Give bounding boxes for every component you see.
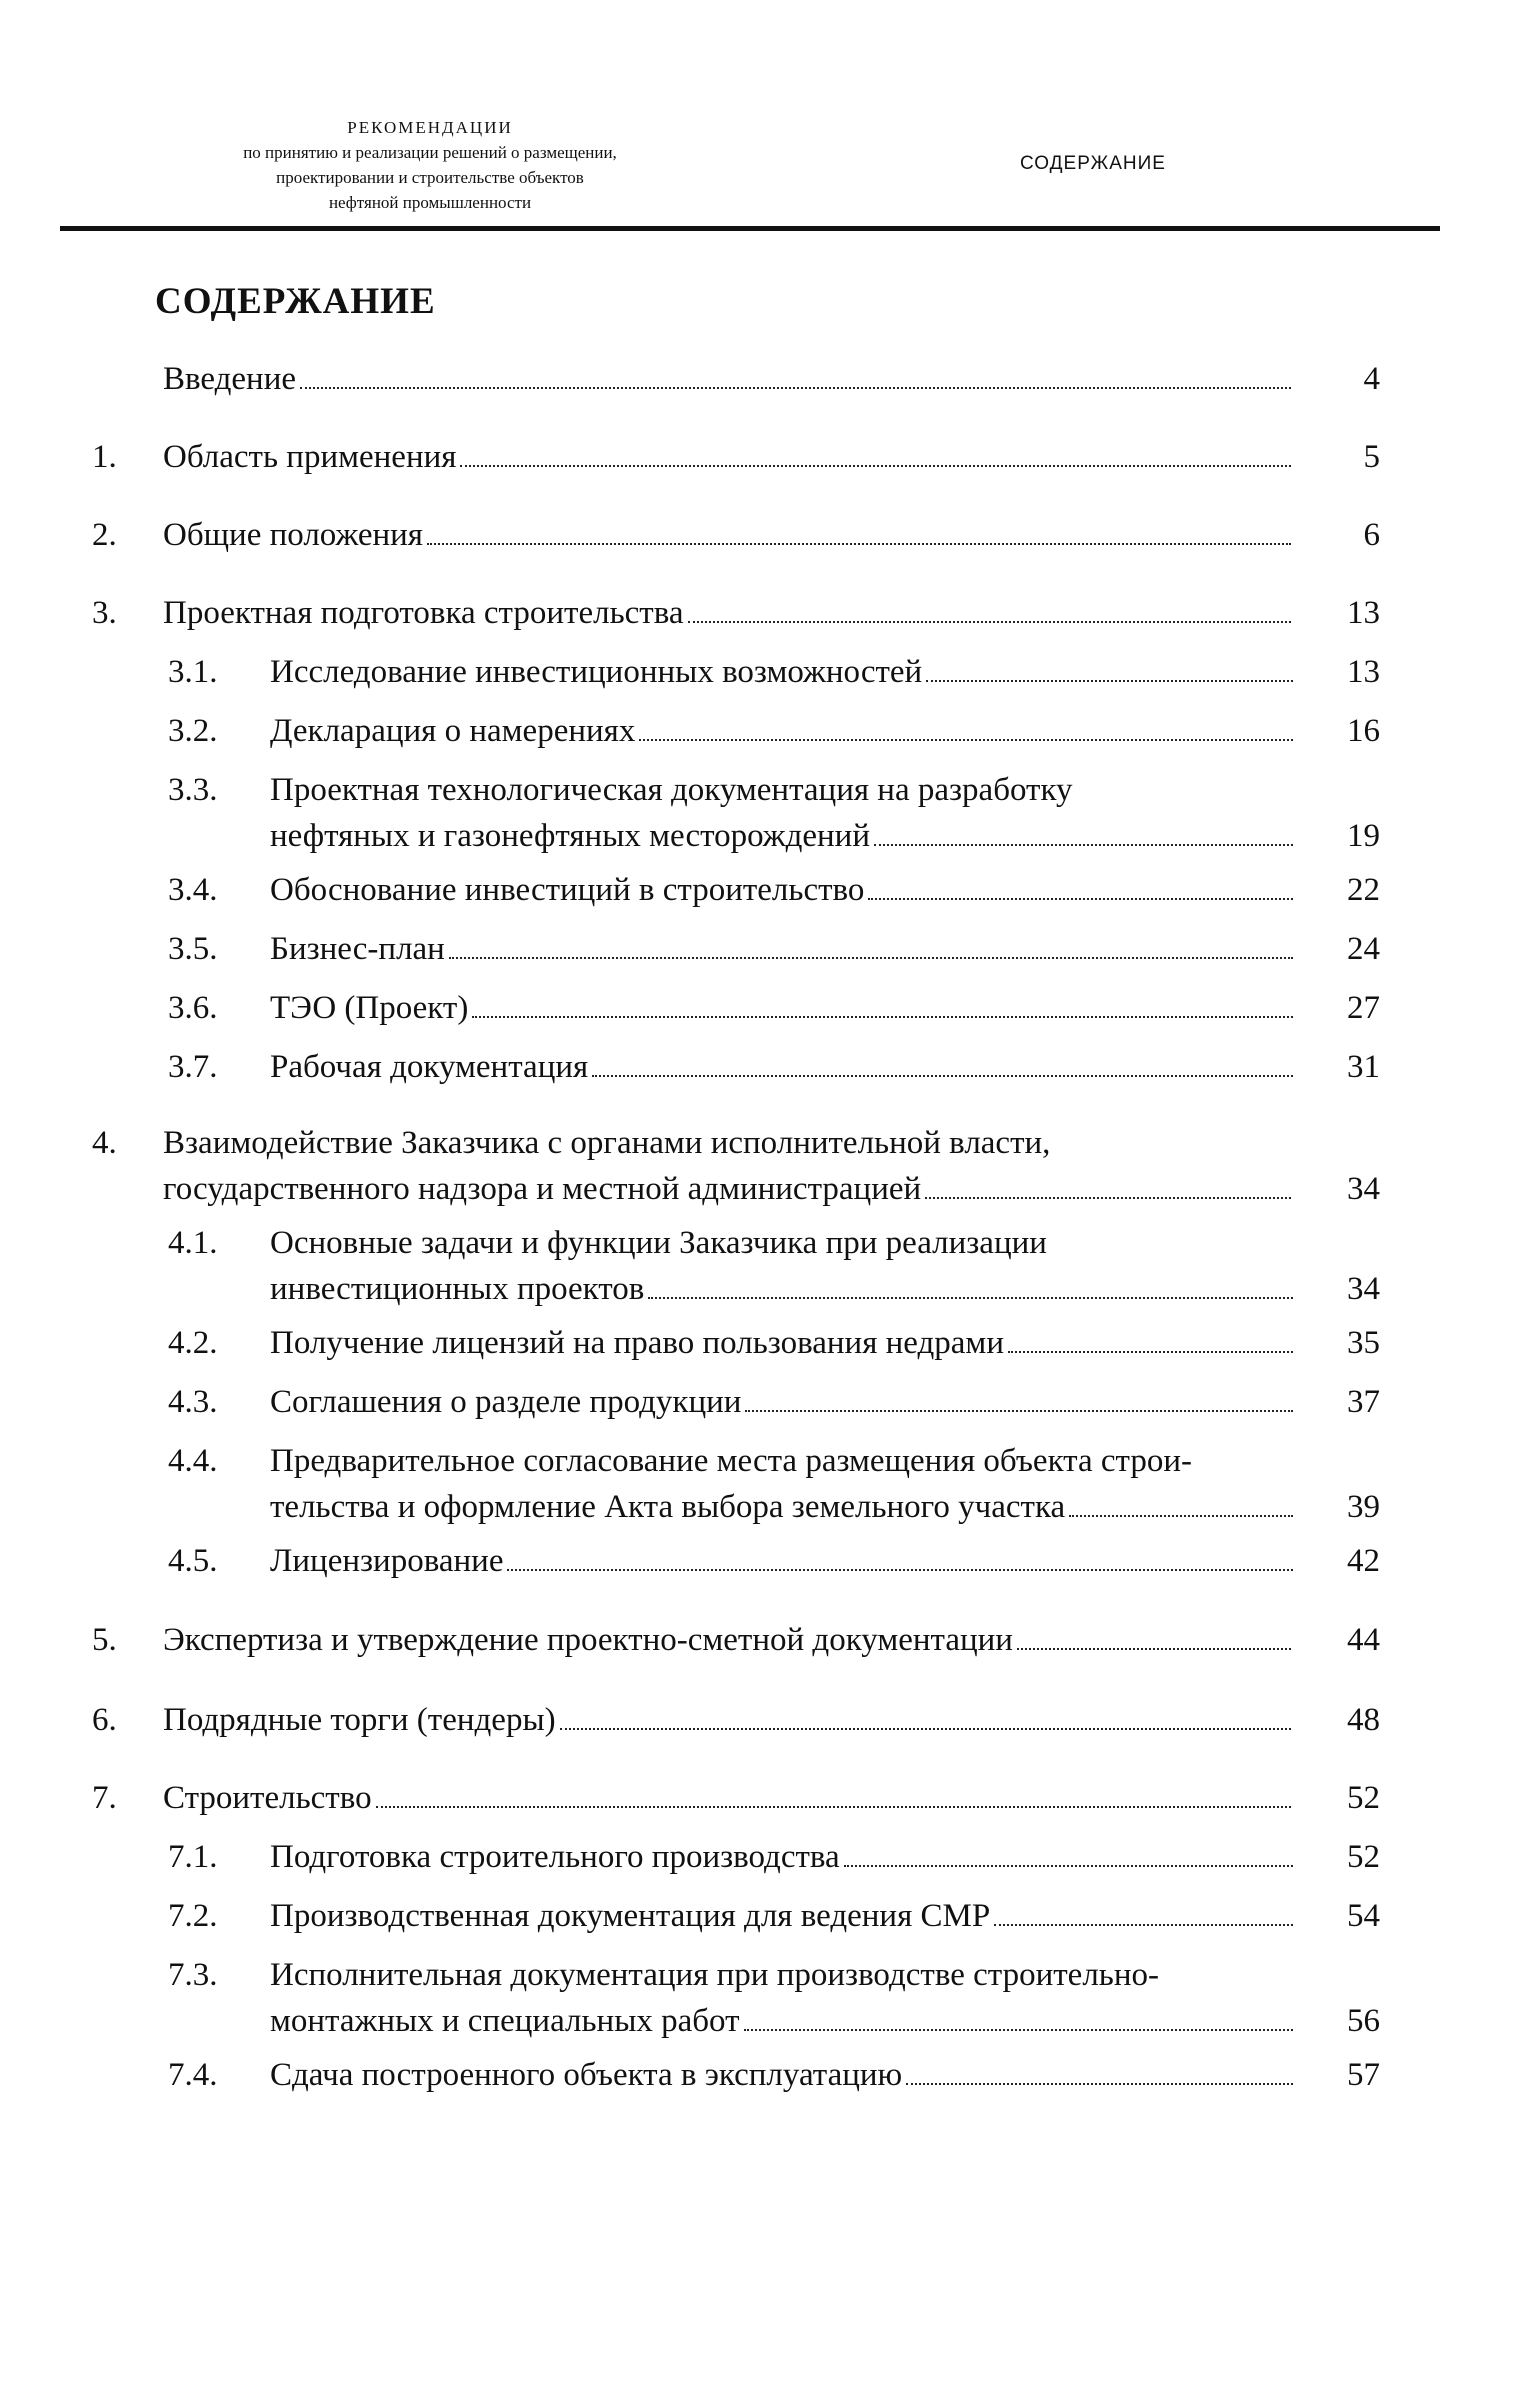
toc-entry-page-number: 34 (1347, 1171, 1380, 1207)
toc-entry-text (270, 708, 1295, 754)
header-section-name: СОДЕРЖАНИЕ (1020, 153, 1166, 174)
toc-entry-number: 5. (92, 1622, 117, 1658)
toc-leader-dots (592, 1075, 1293, 1077)
toc-entry-text (270, 1320, 1295, 1366)
toc-entry-text (270, 985, 1295, 1031)
toc-entry-number: 3. (92, 595, 117, 631)
toc-entry-page-number: 37 (1347, 1384, 1380, 1420)
toc-entry-number: 7.2. (168, 1898, 218, 1934)
toc-entry-line (270, 1538, 1295, 1584)
toc-entry-number: 4.4. (168, 1443, 218, 1479)
toc-entry-number: 3.5. (168, 931, 218, 967)
header-title-line: по принятию и реализации решений о размещении, (243, 143, 617, 162)
toc-entry-line (163, 1166, 1293, 1212)
toc-entry-text (163, 512, 1293, 558)
toc-entry-page-number: 13 (1347, 654, 1380, 690)
toc-entry-text (163, 356, 1293, 402)
toc-entry-text (270, 1438, 1295, 1530)
toc-entry-line (270, 2052, 1295, 2098)
toc-entry-text (270, 1834, 1295, 1880)
toc-leader-dots (744, 2029, 1293, 2031)
toc-leader-dots (688, 621, 1292, 623)
toc-entry-text (270, 649, 1295, 695)
toc-entry-line (270, 708, 1295, 754)
toc-entry-text (270, 767, 1295, 859)
toc-entry-line-text: Рабочая документация (270, 1049, 589, 1085)
toc-entry-page-number: 35 (1347, 1325, 1380, 1361)
toc-entry-text (270, 1220, 1295, 1312)
toc-leader-dots (1017, 1648, 1291, 1650)
toc-entry-line (270, 813, 1295, 859)
toc-entry-line: Предварительное согласование места размещения объекта строи- (270, 1443, 1193, 1479)
toc-entry-page-number: 57 (1347, 2057, 1380, 2093)
toc-entry-line (163, 356, 1293, 402)
toc-title: СОДЕРЖАНИЕ (155, 281, 436, 322)
toc-leader-dots (639, 739, 1293, 741)
header-title-line: проектировании и строительстве объектов (276, 168, 584, 187)
toc-entry-text (163, 1120, 1293, 1212)
toc-entry-page-number: 52 (1347, 1839, 1380, 1875)
toc-entry-text (270, 1538, 1295, 1584)
toc-entry-page-number: 13 (1347, 595, 1380, 631)
toc-entry-line-text: Строительство (163, 1780, 372, 1816)
toc-entry-number: 4.2. (168, 1325, 218, 1361)
toc-entry-line: Взаимодействие Заказчика с органами исполнительной власти, (163, 1125, 1051, 1161)
toc-entry-text (270, 2052, 1295, 2098)
toc-entry-line (270, 1893, 1295, 1939)
toc-leader-dots (925, 1197, 1291, 1199)
toc-entry-line (270, 926, 1295, 972)
toc-entry-page-number: 39 (1347, 1489, 1380, 1525)
toc-entry-page-number: 42 (1347, 1543, 1380, 1579)
toc-entry-text (270, 1379, 1295, 1425)
toc-entry-page-number: 56 (1347, 2003, 1380, 2039)
toc-entry-page-number: 27 (1347, 990, 1380, 1026)
toc-entry-page-number: 48 (1347, 1702, 1380, 1738)
toc-leader-dots (648, 1297, 1293, 1299)
toc-entry-text (163, 434, 1293, 480)
toc-entry-line-text: Бизнес-план (270, 931, 445, 967)
toc-entry-line-text: Производственная документация для ведения СМР (270, 1898, 991, 1934)
toc-entry-line (163, 590, 1293, 636)
toc-leader-dots (460, 465, 1291, 467)
toc-entry-line (163, 1617, 1293, 1663)
toc-entry-text (270, 926, 1295, 972)
toc-entry-line-text: Подготовка строительного производства (270, 1839, 840, 1875)
toc-entry-number: 7. (92, 1780, 117, 1816)
toc-entry-page-number: 6 (1363, 517, 1380, 553)
toc-leader-dots (844, 1865, 1293, 1867)
toc-entry-line (270, 1044, 1295, 1090)
toc-entry-line (270, 1484, 1295, 1530)
toc-entry-line (270, 1266, 1295, 1312)
toc-entry-line (270, 985, 1295, 1031)
toc-entry-line (163, 512, 1293, 558)
toc-entry-page-number: 4 (1363, 361, 1380, 397)
header-title-line: РЕКОМЕНДАЦИИ (347, 118, 513, 137)
toc-entry-line-text: Введение (163, 361, 297, 397)
toc-entry-line-text: Декларация о намерениях (270, 713, 636, 749)
toc-entry-number: 3.3. (168, 772, 218, 808)
toc-entry-line-text: инвестиционных проектов (270, 1271, 645, 1307)
toc-leader-dots (507, 1569, 1293, 1571)
toc-entry-line: Исполнительная документация при производстве строительно- (270, 1957, 1159, 1993)
toc-entry-line-text: государственного надзора и местной администрацией (163, 1171, 922, 1207)
toc-entry-page-number: 16 (1347, 713, 1380, 749)
toc-entry-page-number: 52 (1347, 1780, 1380, 1816)
toc-leader-dots (868, 898, 1293, 900)
toc-entry-text (163, 1775, 1293, 1821)
header-title-line: нефтяной промышленности (328, 193, 532, 212)
toc-entry-number: 3.4. (168, 872, 218, 908)
toc-entry-line-text: Соглашения о разделе продукции (270, 1384, 742, 1420)
toc-entry-line-text: Лицензирование (270, 1543, 504, 1579)
toc-entry-page-number: 54 (1347, 1898, 1380, 1934)
toc-entry-line (270, 1379, 1295, 1425)
toc-entry-number: 3.1. (168, 654, 218, 690)
toc-leader-dots (1069, 1515, 1293, 1517)
toc-entry-number: 6. (92, 1702, 117, 1738)
toc-entry-line-text: Экспертиза и утверждение проектно-сметной документации (163, 1622, 1013, 1658)
toc-leader-dots (300, 387, 1291, 389)
toc-entry-line (270, 649, 1295, 695)
toc-entry-line-text: монтажных и специальных работ (270, 2003, 740, 2039)
toc-entry-text (270, 1893, 1295, 1939)
toc-entry-line-text: Подрядные торги (тендеры) (163, 1702, 556, 1738)
toc-entry-number: 3.6. (168, 990, 218, 1026)
toc-entry-line: Проектная технологическая документация на разработку (270, 772, 1073, 808)
toc-entry-line-text: Обоснование инвестиций в строительство (270, 872, 865, 908)
toc-entry-line (163, 434, 1293, 480)
toc-leader-dots (874, 844, 1293, 846)
toc-leader-dots (449, 957, 1293, 959)
toc-entry-text (163, 590, 1293, 636)
toc-leader-dots (427, 543, 1291, 545)
toc-leader-dots (560, 1728, 1291, 1730)
toc-entry-number: 7.3. (168, 1957, 218, 1993)
toc-entry-page-number: 31 (1347, 1049, 1380, 1085)
toc-leader-dots (472, 1016, 1293, 1018)
toc-entry-line-text: Исследование инвестиционных возможностей (270, 654, 923, 690)
toc-leader-dots (994, 1924, 1293, 1926)
toc-leader-dots (376, 1806, 1291, 1808)
toc-entry-text (270, 867, 1295, 913)
toc-entry-line (270, 867, 1295, 913)
toc-leader-dots (745, 1410, 1293, 1412)
toc-entry-number: 2. (92, 517, 117, 553)
toc-entry-number: 1. (92, 439, 117, 475)
toc-leader-dots (926, 680, 1293, 682)
toc-entry-page-number: 44 (1347, 1622, 1380, 1658)
toc-entry-line-text: Проектная подготовка строительства (163, 595, 684, 631)
toc-entry-number: 3.7. (168, 1049, 218, 1085)
toc-entry-line-text: ТЭО (Проект) (270, 990, 469, 1026)
toc-entry-line (270, 1998, 1295, 2044)
toc-entry-number: 4.3. (168, 1384, 218, 1420)
toc-entry-line (270, 1834, 1295, 1880)
toc-entry-number: 4. (92, 1125, 117, 1161)
toc-entry-line: Основные задачи и функции Заказчика при реализации (270, 1225, 1047, 1261)
toc-entry-line-text: нефтяных и газонефтяных месторождений (270, 818, 870, 854)
toc-entry-text (270, 1044, 1295, 1090)
toc-entry-text (163, 1697, 1293, 1743)
toc-entry-line-text: тельства и оформление Акта выбора земельного участка (270, 1489, 1066, 1525)
toc-entry-line-text: Получение лицензий на право пользования недрами (270, 1325, 1004, 1361)
toc-leader-dots (906, 2083, 1293, 2085)
toc-entry-number: 4.1. (168, 1225, 218, 1261)
toc-entry-page-number: 19 (1347, 818, 1380, 854)
toc-entry-line (163, 1697, 1293, 1743)
toc-entry-line (163, 1775, 1293, 1821)
toc-entry-page-number: 24 (1347, 931, 1380, 967)
toc-entry-number: 4.5. (168, 1543, 218, 1579)
toc-entry-line-text: Общие положения (163, 517, 423, 553)
toc-leader-dots (1008, 1351, 1293, 1353)
toc-entry-line-text: Область применения (163, 439, 457, 475)
toc-entry-text (163, 1617, 1293, 1663)
toc-entry-number: 7.1. (168, 1839, 218, 1875)
toc-entry-line (270, 1320, 1295, 1366)
toc-entry-page-number: 22 (1347, 872, 1380, 908)
toc-entry-number: 3.2. (168, 713, 218, 749)
toc-entry-line-text: Сдача построенного объекта в эксплуатацию (270, 2057, 903, 2093)
toc-entry-number: 7.4. (168, 2057, 218, 2093)
toc-entry-page-number: 34 (1347, 1271, 1380, 1307)
toc-entry-page-number: 5 (1363, 439, 1380, 475)
toc-entry-text (270, 1952, 1295, 2044)
